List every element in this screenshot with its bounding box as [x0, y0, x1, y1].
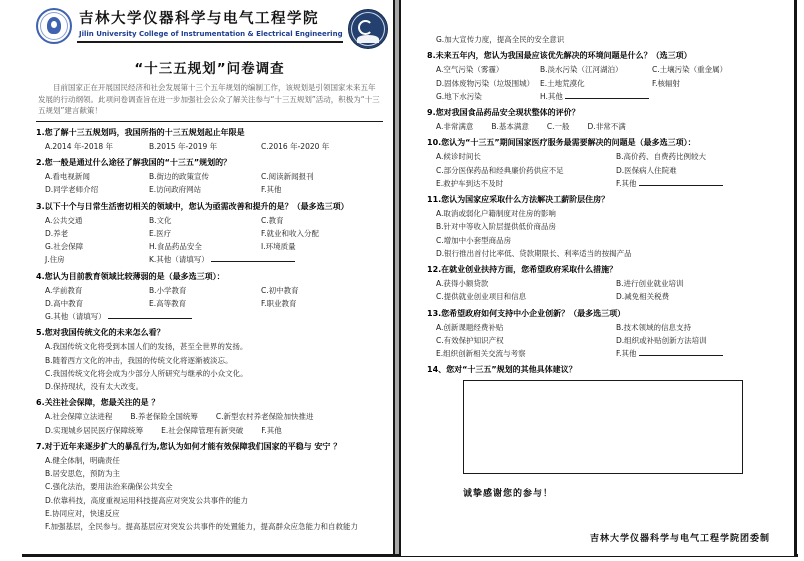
option-label: C.新型农村养老保险加快推进 — [215, 412, 314, 422]
question-heading: 1.您了解十三五规划吗，我国所指的十三五规划起止年限是 — [36, 127, 245, 137]
question-option — [436, 91, 540, 102]
option-label: A.候诊时间长 — [436, 152, 481, 162]
option-label: C.初中教育 — [261, 285, 299, 295]
option-label: E.高等教育 — [149, 298, 187, 308]
survey-page-1 — [0, 0, 393, 556]
question-options — [36, 171, 383, 196]
option-label: D.非常不满 — [587, 122, 626, 131]
question-option — [45, 355, 383, 366]
question-option — [45, 368, 383, 379]
option-label: E.社会保障管理有新突破 — [161, 425, 244, 435]
option-label: A.获得小额贷款 — [436, 279, 489, 288]
question-option — [540, 78, 652, 89]
question-option — [588, 121, 626, 132]
question-option — [45, 241, 149, 252]
option-label: H.其他 — [540, 91, 563, 101]
option-label: B.进行创业就业培训 — [616, 279, 684, 288]
question-option — [45, 481, 383, 492]
survey-page-2 — [401, 0, 794, 556]
option-label: C.2016 年-2020 年 — [261, 141, 330, 151]
option-label: A.学前教育 — [45, 285, 83, 295]
question-option — [45, 298, 149, 309]
question-option — [652, 64, 774, 75]
option-label: A.社会保障立法进程 — [45, 412, 113, 422]
question-option — [436, 165, 616, 176]
option-label: B.居安思危，预防为主 — [45, 469, 121, 479]
question-option — [436, 151, 616, 162]
question-option — [436, 221, 774, 232]
question-option — [45, 184, 149, 195]
question-option — [45, 311, 383, 322]
option-label: B.技术领域的信息支持 — [616, 322, 692, 332]
question-options — [36, 411, 383, 436]
question-option — [547, 121, 570, 132]
question-option — [261, 228, 383, 239]
question-block — [427, 308, 774, 360]
question-heading: 5.您对我国传统文化的未来怎么看？ — [36, 328, 165, 338]
option-label: F.其他 — [616, 178, 637, 188]
option-label: C.土壤污染（重金属） — [652, 65, 728, 75]
thanks-note: 诚挚感谢您的参与！ — [463, 489, 554, 500]
question-options — [36, 285, 383, 323]
question-option — [261, 425, 282, 436]
question-option — [45, 521, 383, 532]
question-option — [45, 455, 383, 466]
option-label: B.针对中等收入阶层提供低价商品房 — [436, 222, 557, 232]
question-option — [45, 425, 143, 436]
question-options — [427, 121, 774, 132]
question-option — [436, 235, 774, 246]
question-block — [427, 50, 774, 102]
college-name-block — [77, 8, 343, 43]
question-option — [45, 495, 383, 506]
option-label: A.空气污染（雾霾） — [436, 65, 504, 75]
question-option — [45, 171, 149, 182]
question-option — [616, 278, 774, 289]
college-header-banner — [36, 8, 383, 49]
question-options — [36, 341, 383, 392]
question-option — [436, 208, 774, 219]
question-block — [36, 271, 383, 323]
option-label: D.保持现状，没有太大改变。 — [45, 382, 144, 392]
question-7-option-g: G.加大宣传力度，提高全民的安全意识 — [436, 35, 565, 44]
option-label: A.2014 年-2018 年 — [45, 141, 114, 151]
question-option — [45, 381, 383, 392]
question-heading: 14、您对“十三五”规划的其他具体建议？ — [427, 365, 577, 375]
option-label: A.公共交通 — [45, 215, 83, 225]
option-label: C.教育 — [261, 215, 284, 225]
option-label: D.组织或补贴创新方法培训 — [616, 335, 707, 345]
jilin-university-logo-icon — [36, 8, 72, 44]
option-label: J.住房 — [45, 255, 65, 265]
question-options — [36, 141, 383, 152]
question-option — [45, 508, 383, 519]
question-option — [149, 254, 383, 265]
question-option — [436, 291, 616, 302]
option-label: C.部分医保药品和经典廉价药供应不足 — [436, 165, 564, 175]
option-label: H.食品药品安全 — [149, 242, 202, 252]
option-label: D.医保病人住院难 — [616, 165, 677, 175]
question-option — [45, 254, 149, 265]
survey-title: “十三五规划”问卷调查 — [134, 61, 285, 77]
question-option — [45, 341, 383, 352]
question-option — [149, 215, 261, 226]
question-block — [427, 364, 774, 474]
college-emblem-icon — [348, 9, 388, 49]
option-label: D.依靠科技，高度重视运用科技提高应对突发公共事件的能力 — [45, 495, 249, 505]
question-option — [216, 411, 314, 422]
fill-in-blank-line — [639, 348, 723, 356]
option-label: E.救护车到达不及时 — [436, 178, 504, 188]
question-option — [149, 184, 261, 195]
question-block — [36, 157, 383, 196]
question-block — [427, 137, 774, 189]
question-block — [427, 264, 774, 303]
fill-in-blank-line — [639, 178, 723, 186]
option-label: C.提供就业创业项目和信息 — [436, 292, 527, 302]
option-label: A.看电视新闻 — [45, 172, 90, 182]
option-label: F.其他 — [261, 185, 282, 195]
option-label: G.其他（请填写） — [45, 312, 106, 322]
questions-column-right — [427, 50, 774, 474]
question-block — [36, 327, 383, 392]
question-option — [616, 335, 774, 346]
question-option — [436, 335, 616, 346]
option-label: K.其他（请填写） — [149, 255, 209, 265]
option-label: B.基本满意 — [491, 122, 529, 131]
question-heading: 9.您对我国食品药品安全现状整体的评价？ — [427, 108, 580, 117]
question-option — [540, 64, 652, 75]
question-options — [427, 151, 774, 189]
fill-in-blank-line — [565, 91, 649, 99]
option-label: A.取消或弱化户籍制度对住房的影响 — [436, 209, 556, 218]
question-option — [45, 215, 149, 226]
question-heading: 12.在就业创业扶持方面，您希望政府采取什么措施？ — [427, 265, 618, 274]
page-divider — [393, 0, 401, 557]
option-label: E.访问政府网站 — [149, 185, 202, 195]
question-options — [427, 64, 774, 102]
question-block — [36, 397, 383, 436]
question-heading: 7.对于近年来逐步扩大的暴乱行为,您认为如何才能有效保障我们国家的平稳与 安宁 ？ — [36, 441, 342, 451]
question-heading: 4.您认为目前教育领域比较薄弱的是（最多选三项）： — [36, 271, 225, 281]
option-label: D.同学老师介绍 — [45, 185, 99, 195]
question-option — [616, 151, 774, 162]
question-option — [436, 78, 540, 89]
question-block — [36, 441, 383, 533]
suggestion-write-in-box — [463, 380, 743, 474]
question-heading: 13.您希望政府如何支持中小企业创新？（最多选三项） — [427, 308, 626, 318]
question-option — [261, 298, 383, 309]
option-label: B.街边的政策宣传 — [149, 172, 210, 182]
question-option — [261, 215, 383, 226]
question-option — [616, 291, 774, 302]
question-option — [149, 228, 261, 239]
option-label: E.土地荒漠化 — [540, 78, 585, 88]
intro-paragraph: 目前国家正在开展国民经济和社会发展第十三个五年规划的编制工作，该规划是引领国家未来五年发展的行动纲领。此项问卷调查旨在进一步加强社会公众了解关注参与“十三五规划”活动，积极为“十三五规划”建言献策！ — [38, 83, 380, 116]
option-label: D.固体废物污染（垃圾围城） — [436, 78, 535, 88]
option-label: B.淡水污染（江河湖泊） — [540, 65, 623, 75]
question-option — [261, 184, 383, 195]
question-option — [616, 165, 774, 176]
option-label: C.阅读新闻报刊 — [261, 172, 314, 182]
question-heading: 3.以下十个与日常生活密切相关的领域中，您认为亟需改善和提升的是？（最多选三项） — [36, 201, 349, 211]
question-option — [161, 425, 243, 436]
question-option — [616, 178, 774, 189]
question-options — [427, 278, 774, 303]
option-label: D.减免相关税费 — [616, 292, 670, 302]
option-label: B.小学教育 — [149, 285, 187, 295]
option-label: G.社会保障 — [45, 242, 84, 252]
question-option — [436, 322, 616, 333]
question-option — [149, 171, 261, 182]
question-option — [436, 348, 616, 359]
question-option — [436, 64, 540, 75]
option-label: F.就业和收入分配 — [261, 228, 319, 238]
question-option — [149, 285, 261, 296]
question-block — [36, 201, 383, 266]
option-label: E.协同应对，快速反应 — [45, 508, 120, 518]
option-label: C.增加中小套型商品房 — [436, 235, 512, 245]
option-label: F.其他 — [261, 425, 282, 435]
option-label: D.实现城乡居民医疗保障统筹 — [45, 425, 144, 435]
footer-credit: 吉林大学仪器科学与电气工程学院团委制 — [589, 534, 770, 545]
option-label: C.一般 — [546, 122, 570, 131]
option-label: F.职业教育 — [261, 298, 297, 308]
option-label: B.高价药、自费药比例较大 — [616, 152, 707, 162]
option-label: E.医疗 — [149, 228, 172, 238]
option-label: C.强化法治，要用法治来确保公共安全 — [45, 482, 173, 492]
question-option — [616, 322, 774, 333]
question-options — [36, 455, 383, 533]
option-label: D.银行推出首付比率低、贷款期限长、利率适当的按揭产品 — [436, 248, 632, 258]
question-options — [427, 322, 774, 360]
option-label: I.环境质量 — [261, 242, 296, 252]
question-option — [261, 141, 383, 152]
question-option — [149, 298, 261, 309]
option-label: A.健全体制，明确责任 — [45, 455, 120, 465]
question-options — [36, 215, 383, 266]
question-option — [616, 348, 774, 359]
option-label: B.养老保险全国统筹 — [130, 412, 198, 422]
question-block — [427, 194, 774, 259]
question-option — [436, 178, 616, 189]
question-option — [261, 285, 383, 296]
option-label: C.有效保护知识产权 — [436, 335, 504, 345]
intro-divider — [36, 121, 383, 122]
option-label: B.文化 — [149, 215, 172, 225]
question-option — [149, 241, 261, 252]
question-options — [427, 208, 774, 259]
fill-in-blank-line — [108, 311, 192, 319]
question-option — [130, 411, 198, 422]
question-heading: 2.您一般是通过什么途径了解我国的“十三五”规划的？ — [36, 158, 232, 168]
question-option — [45, 411, 112, 422]
question-block — [427, 107, 774, 132]
option-label: D.养老 — [45, 228, 69, 238]
page-right-edge — [794, 0, 797, 557]
option-label: C.我国传统文化将会成为少部分人所研究与继承的小众文化。 — [45, 368, 248, 378]
question-option — [45, 228, 149, 239]
question-option — [261, 241, 383, 252]
question-option — [652, 78, 774, 89]
question-option — [261, 171, 383, 182]
question-option — [45, 141, 149, 152]
option-label: A.非常满意 — [436, 122, 474, 131]
question-option — [491, 121, 529, 132]
question-block — [36, 127, 383, 152]
question-heading: 11.您认为国家应采取什么方法解决工薪阶层住房？ — [427, 195, 610, 204]
college-name-en: Jilin University College of Instrumentation & Electrical Engineering — [79, 30, 343, 39]
option-label: B.随着西方文化的冲击，我国的传统文化将逐渐被淡忘。 — [45, 355, 233, 365]
question-option — [540, 91, 774, 102]
question-option — [436, 248, 774, 259]
option-label: E.组织创新相关交流与考察 — [436, 349, 526, 358]
question-option — [45, 468, 383, 479]
questions-column-left — [36, 127, 383, 533]
option-label: B.2015 年-2019 年 — [149, 141, 218, 151]
option-label: F.核辐射 — [652, 78, 680, 88]
question-heading: 8.未来五年内，您认为我国最应该优先解决的环境问题是什么？（选三项） — [427, 51, 692, 61]
option-label: G.地下水污染 — [436, 91, 482, 101]
college-name-cn: 吉林大学仪器科学与电气工程学院 — [79, 11, 319, 27]
question-heading: 6.关注社会保障，您最关注的是 ？ — [36, 398, 160, 408]
question-option — [436, 121, 473, 132]
option-label: A.我国传统文化将受到本国人们的发扬，甚至全世界的发扬。 — [45, 342, 248, 352]
question-option — [149, 141, 261, 152]
option-label: A.创新课题经费补贴 — [436, 322, 504, 332]
option-label: F.加强基层，全民参与。提高基层应对突发公共事件的处置能力，提高群众应急能力和自救能力 — [45, 522, 358, 532]
question-option — [436, 278, 616, 289]
option-label: F.其他 — [616, 349, 637, 358]
question-heading: 10.您认为“十三五”期间国家医疗服务最需要解决的问题是（最多选三项）： — [427, 138, 696, 148]
question-option — [45, 285, 149, 296]
fill-in-blank-line — [211, 254, 295, 262]
option-label: D.高中教育 — [45, 298, 84, 308]
